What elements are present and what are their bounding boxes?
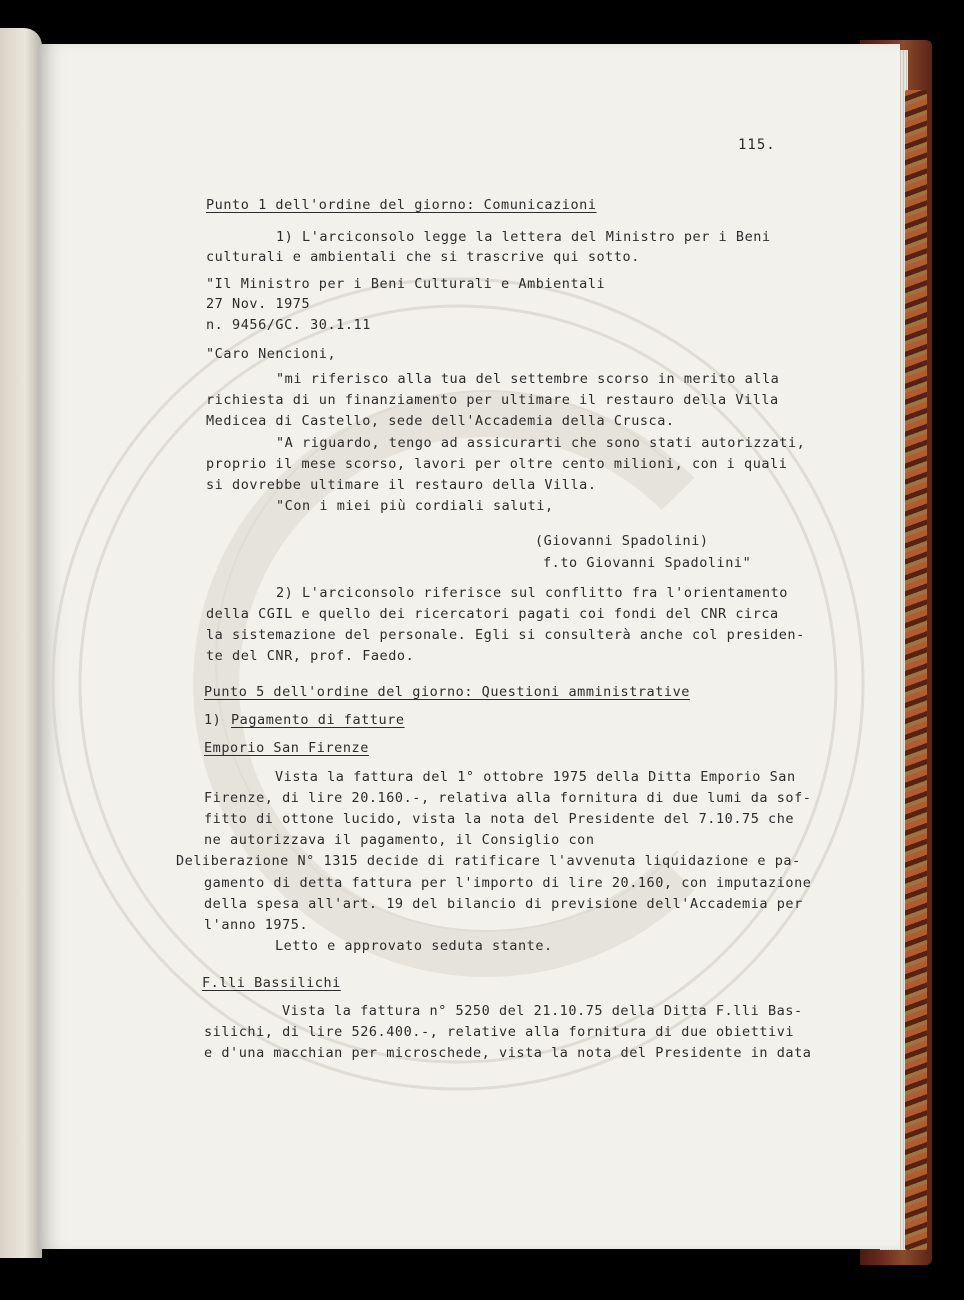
letter-header-line: n. 9456/GC. 30.1.11 (206, 317, 371, 333)
punto5-heading: Punto 5 dell'ordine del giorno: Questioni amministrative (204, 684, 690, 700)
bassilichi-line: silichi, di lire 526.400.-, relative alla fornitura di due obiettivi (204, 1024, 795, 1040)
emporio-line: della spesa all'art. 19 del bilancio di previsione dell'Accademia per (204, 896, 803, 912)
letter-header-line: "Il Ministro per i Beni Culturali e Ambientali (206, 276, 606, 292)
emporio-line: Vista la fattura del 1° ottobre 1975 della Ditta Emporio San (275, 769, 796, 785)
bassilichi-heading: F.lli Bassilichi (202, 975, 341, 991)
punto1-item1-line: 1) L'arciconsolo legge la lettera del Ministro per i Beni (276, 229, 771, 245)
punto1-item2-line: della CGIL e quello dei ricercatori pagati coi fondi del CNR circa (206, 606, 779, 622)
emporio-line: Deliberazione N° 1315 decide di ratificare l'avvenuta liquidazione e pa- (176, 853, 801, 869)
letter-body-line: "Con i miei più cordiali saluti, (276, 498, 554, 514)
letter-body-line: "A riguardo, tengo ad assicurarti che sono stati autorizzati, (276, 435, 806, 451)
letter-body-line: si dovrebbe ultimare il restauro della Villa. (206, 477, 597, 493)
punto1-item2-line: 2) L'arciconsolo riferisce sul conflitto fra l'orientamento (276, 585, 788, 601)
punto5-sub-number: 1) (204, 712, 222, 728)
document-page (38, 44, 900, 1249)
letter-body-line: Medicea di Castello, sede dell'Accademia della Crusca. (206, 413, 675, 429)
bassilichi-line: e d'una macchian per microschede, vista la nota del Presidente in data (204, 1045, 812, 1061)
punto5-sub-heading: Pagamento di fatture (231, 712, 405, 728)
punto1-item1-line: culturali e ambientali che si trascrive qui sotto. (206, 249, 640, 265)
letter-body-line: richiesta di un finanziamento per ultimare il restauro della Villa (206, 392, 779, 408)
emporio-line: fitto di ottone lucido, vista la nota del Presidente del 7.10.75 che (204, 811, 795, 827)
letter-signature-line: (Giovanni Spadolini) (535, 533, 709, 549)
copyright-watermark-icon (38, 44, 900, 1249)
emporio-line: l'anno 1975. (204, 917, 309, 933)
letter-body-line: proprio il mese scorso, lavori per oltre cento milioni, con i quali (206, 456, 788, 472)
emporio-heading: Emporio San Firenze (204, 740, 369, 756)
punto1-heading: Punto 1 dell'ordine del giorno: Comunicazioni (206, 197, 597, 213)
bassilichi-line: Vista la fattura n° 5250 del 21.10.75 della Ditta F.lli Bas- (282, 1003, 803, 1019)
emporio-line: gamento di detta fattura per l'importo di lire 20.160, con imputazione (204, 875, 812, 891)
punto1-item2-line: la sistemazione del personale. Egli si consulterà anche col presiden- (206, 627, 805, 643)
letter-salutation: "Caro Nencioni, (206, 346, 337, 362)
facing-page-edge (0, 28, 42, 1258)
punto1-item2-line: te del CNR, prof. Faedo. (206, 648, 415, 664)
letter-signature-line: f.to Giovanni Spadolini" (543, 555, 752, 571)
letter-header-line: 27 Nov. 1975 (206, 296, 311, 312)
emporio-line: Letto e approvato seduta stante. (275, 938, 553, 954)
marbled-edge (905, 90, 927, 1250)
emporio-line: Firenze, di lire 20.160.-, relativa alla fornitura di due lumi da sof- (204, 790, 812, 806)
letter-body-line: "mi riferisco alla tua del settembre scorso in merito alla (276, 371, 780, 387)
page-number: 115. (738, 137, 776, 153)
emporio-line: ne autorizzava il pagamento, il Consiglio con (204, 832, 595, 848)
